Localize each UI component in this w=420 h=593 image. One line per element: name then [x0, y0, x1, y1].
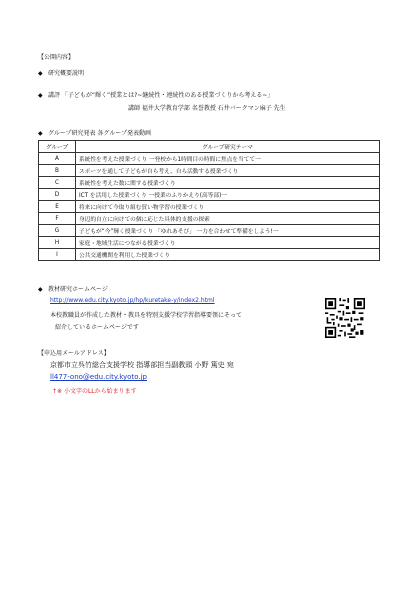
table-row	[39, 153, 380, 165]
overview-line	[38, 68, 84, 77]
group-theme: 子どもが“今”輝く授業づくり 「ゆれあそび」 一力を合わせて準備をしよう!一	[76, 225, 380, 237]
group-theme: 将来に向けて今取り組む買い物学習の授業づくり	[76, 201, 380, 213]
table-row	[39, 189, 380, 201]
header-group: グループ	[39, 141, 76, 153]
group-letter: F	[39, 213, 76, 225]
group-letter: G	[39, 225, 76, 237]
lecture-title: 講評 「子どもが“輝く”授業とは?~継続性・連続性のある授業づくりから考える~」	[48, 92, 274, 99]
group-letter: D	[39, 189, 76, 201]
table-row	[39, 249, 380, 261]
table-row	[39, 237, 380, 249]
lecture-line	[38, 90, 273, 99]
group-letter: E	[39, 201, 76, 213]
header-theme: グループ研究テーマ	[76, 141, 380, 153]
group-letter: H	[39, 237, 76, 249]
table-row	[39, 177, 380, 189]
table-row	[39, 165, 380, 177]
lecturer-name: 講師 福井大学教育学部 名誉教授 石井バークマン麻子 先生	[128, 105, 286, 112]
group-research-table	[38, 140, 380, 261]
materials-line	[38, 284, 108, 293]
group-theme: 家庭・地域生活につながる授業づくり	[76, 237, 380, 249]
group-theme: 公共交通機関を利用した授業づくり	[76, 249, 380, 261]
diamond-bullet-icon: ◆	[38, 70, 43, 77]
group-letter: A	[39, 153, 76, 165]
email-note: ↑※ 小文字のLLから始まります	[52, 388, 137, 395]
group-theme: スポーツを通して子どもが自ら考え、自ら活動する授業づくり	[76, 165, 380, 177]
table-row	[39, 225, 380, 237]
group-theme: ICT を活用した授業づくり 一授業のふりかえり(高等部)一	[76, 189, 380, 201]
qr-code-icon[interactable]	[325, 298, 365, 338]
table-row	[39, 201, 380, 213]
diamond-bullet-icon: ◆	[38, 130, 43, 137]
materials-description-1: 本校教職員が作成した教材・教具を特別支援学校学習指導要領にそって	[50, 312, 243, 319]
email-link[interactable]: ll477-ono@edu.city.kyoto.jp	[50, 373, 147, 381]
group-letter: B	[39, 165, 76, 177]
group-letter: I	[39, 249, 76, 261]
materials-link[interactable]: http://www.edu.city.kyoto.jp/hp/kuretake-y/index2.html	[50, 297, 215, 304]
table-row	[39, 213, 380, 225]
materials-description-2: 紹介しているホームページです	[55, 324, 139, 331]
overview-text: 研究概要説明	[48, 70, 85, 77]
group-letter: C	[39, 177, 76, 189]
diamond-bullet-icon: ◆	[38, 92, 43, 99]
group-theme: 系統性を考えた数に関する授業づくり	[76, 177, 380, 189]
recipient-address: 京都市立呉竹総合支援学校 指導部担当副教頭 小野 篤史 宛	[50, 361, 234, 369]
group-header-line	[38, 128, 151, 137]
group-header-text: グループ研究発表 各グループ発表動画	[48, 130, 151, 137]
table-header-row	[39, 141, 380, 153]
email-header: 【申込用メールアドレス】	[38, 350, 110, 357]
group-theme: 身辺的自立に向けての個に応じた具体的支援の探索	[76, 213, 380, 225]
group-theme: 系統性を考えた授業づくり 一登校から1時間目の時間に焦点を当てて一	[76, 153, 380, 165]
diamond-bullet-icon: ◆	[38, 286, 43, 293]
public-content-header: 【公開内容】	[38, 54, 75, 61]
materials-title: 教材研究ホームページ	[48, 286, 108, 293]
